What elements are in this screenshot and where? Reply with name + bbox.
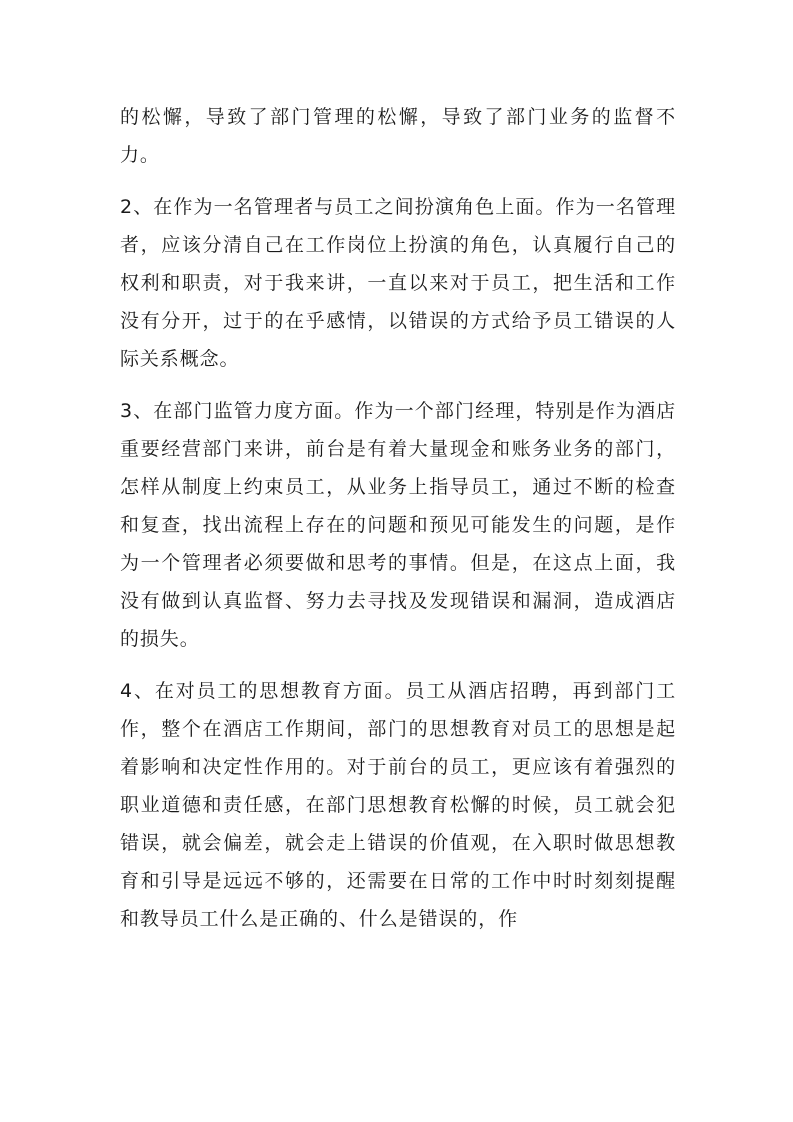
paragraph-item-4: 4、在对员工的思想教育方面。员工从酒店招聘，再到部门工作，整个在酒店工作期间，部门的思想教育对员工的思想是起着影响和决定性作用的。对于前台的员工，更应该有着强烈的职业道德和责任感，在部门思想教育松懈的时候，员工就会犯错误，就会偏差，就会走上错误的价值观，在入职时做思想教育和引导是远远不够的，还需要在日常的工作中时时刻刻提醒和教导员工什么是正确的、什么是错误的，作	[120, 680, 676, 930]
document-body	[120, 98, 676, 952]
paragraph-item-3: 3、在部门监管力度方面。作为一个部门经理，特别是作为酒店重要经营部门来讲，前台是有着大量现金和账务业务的部门，怎样从制度上约束员工，从业务上指导员工，通过不断的检查和复查，找出流程上存在的问题和预见可能发生的问题，是作为一个管理者必须要做和思考的事情。但是，在这点上面，我没有做到认真监督、努力去寻找及发现错误和漏洞，造成酒店的损失。	[120, 400, 676, 650]
paragraph-item-2: 2、在作为一名管理者与员工之间扮演角色上面。作为一名管理者，应该分清自己在工作岗位上扮演的角色，认真履行自己的权利和职责，对于我来讲，一直以来对于员工，把生活和工作没有分开，过于的在乎感情，以错误的方式给予员工错误的人际关系概念。	[120, 196, 676, 370]
paragraph-continuation: 的松懈，导致了部门管理的松懈，导致了部门业务的监督不力。	[120, 106, 676, 166]
